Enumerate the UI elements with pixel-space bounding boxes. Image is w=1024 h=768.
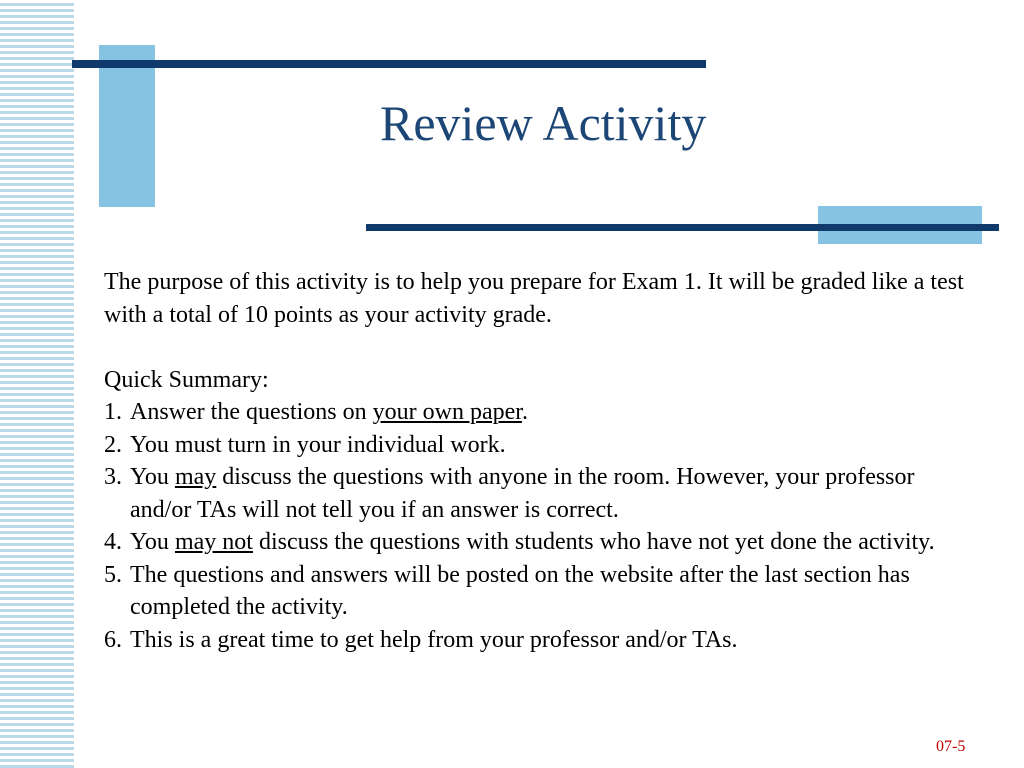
- list-text: This is a great time to get help from your professor and/or TAs.: [130, 626, 738, 653]
- list-number: 1.: [104, 399, 122, 425]
- underlined-text: may: [174, 464, 217, 490]
- list-number: 6.: [104, 626, 122, 653]
- decor-block-top-left: [99, 45, 155, 207]
- list-number: 2.: [104, 431, 122, 458]
- list-item: [104, 559, 974, 624]
- underlined-text: your own paper: [372, 399, 522, 425]
- list-text: You may discuss the questions with anyone in the room. However, your professor and/or TAs will not tell you if an answer is correct.: [130, 464, 915, 523]
- list-number: 3.: [104, 464, 122, 490]
- list-item: [104, 526, 974, 559]
- list-number: 4.: [104, 529, 122, 555]
- list-item: [104, 429, 974, 462]
- slide-number: 07-5: [936, 738, 966, 755]
- list-number: 5.: [104, 561, 122, 588]
- summary-list: [104, 396, 974, 656]
- decorative-stripes: [0, 0, 74, 768]
- list-text: You must turn in your individual work.: [130, 431, 506, 458]
- list-text: Answer the questions on your own paper.: [130, 399, 528, 425]
- list-item: [104, 396, 974, 429]
- summary-heading: Quick Summary:: [104, 366, 269, 393]
- underlined-text: may not: [174, 529, 253, 555]
- slide-body: [104, 266, 974, 656]
- list-item: [104, 461, 974, 526]
- list-item: [104, 624, 974, 657]
- list-text: The questions and answers will be posted on the website after the last section has completed the activity.: [130, 561, 910, 620]
- paragraph-spacer: [104, 331, 974, 364]
- decor-bar-bottom: [366, 224, 999, 231]
- list-text: You may not discuss the questions with students who have not yet done the activity.: [130, 529, 935, 555]
- slide-title: Review Activity: [380, 95, 707, 151]
- intro-paragraph: The purpose of this activity is to help you prepare for Exam 1. It will be graded like a test with a total of 10 points as your activity grade.: [104, 269, 964, 328]
- decor-bar-top: [72, 60, 706, 68]
